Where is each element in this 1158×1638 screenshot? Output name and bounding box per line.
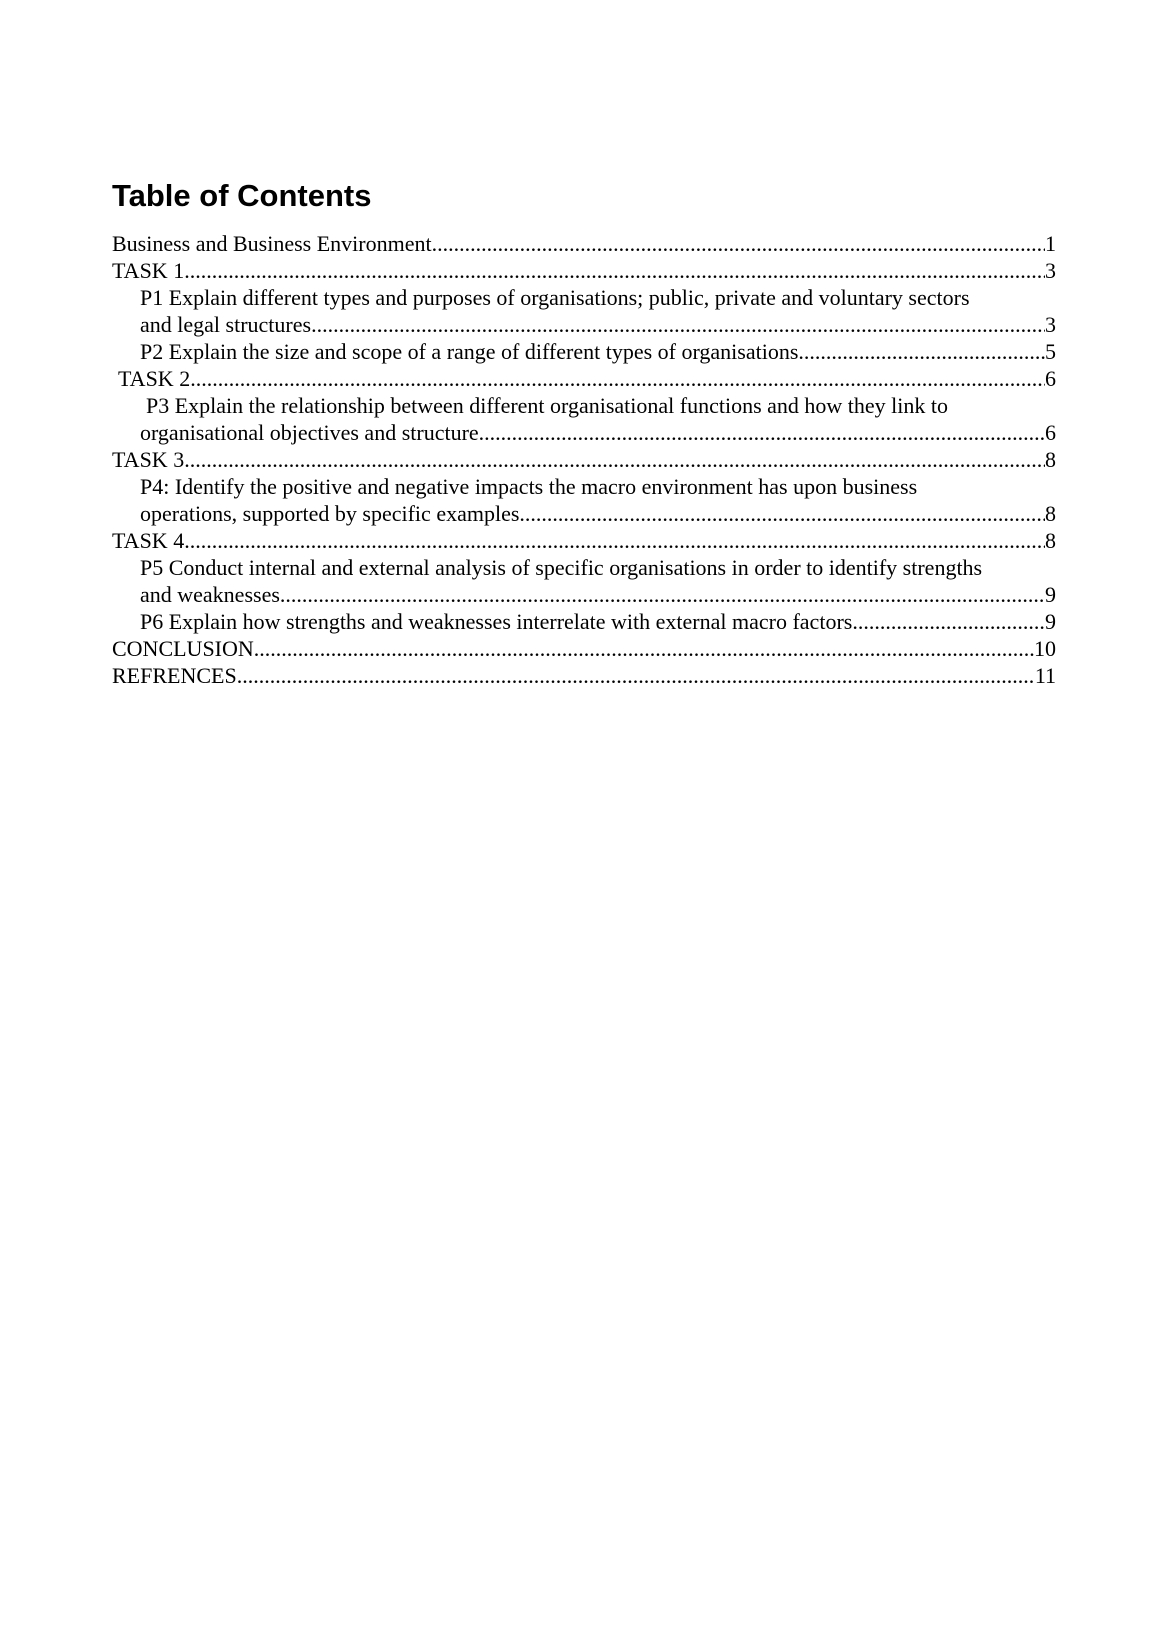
toc-entry-text: REFRENCES	[112, 663, 237, 688]
toc-entry-text-line-1: P3 Explain the relationship between different organisational functions and how they link to	[146, 393, 949, 418]
toc-entry-conclusion[interactable]	[112, 635, 1056, 662]
toc-entry-task-2[interactable]	[112, 365, 1056, 392]
toc-entry-p5[interactable]	[112, 554, 1056, 608]
toc-leader-dots	[311, 311, 1045, 338]
toc-page-number: 5	[1045, 339, 1056, 364]
toc-entry-references[interactable]	[112, 662, 1056, 689]
toc-entry-p3[interactable]	[112, 392, 1056, 446]
toc-page-number: 1	[1045, 231, 1056, 256]
toc-entry-p4[interactable]	[112, 473, 1056, 527]
toc-entry-text: TASK 4	[112, 528, 185, 553]
toc-entry-text-line-1: P1 Explain different types and purposes of organisations; public, private and voluntary sectors	[140, 285, 970, 310]
toc-entry-text: P2 Explain the size and scope of a range of different types of organisations	[140, 339, 799, 364]
toc-page-number: 9	[1045, 609, 1056, 634]
toc-leader-dots	[479, 419, 1045, 446]
toc-leader-dots	[184, 446, 1045, 473]
toc-entry-text: operations, supported by specific examples	[140, 501, 520, 526]
toc-leader-dots	[184, 257, 1045, 284]
toc-leader-dots	[190, 365, 1045, 392]
toc-list	[112, 230, 1056, 689]
toc-page-number: 6	[1045, 420, 1056, 445]
toc-page-number: 6	[1045, 366, 1056, 391]
toc-entry-text: Business and Business Environment	[112, 231, 432, 256]
toc-entry-text: TASK 2	[118, 366, 191, 391]
toc-entry-task-1[interactable]	[112, 257, 1056, 284]
toc-leader-dots	[237, 662, 1035, 689]
toc-leader-dots	[798, 338, 1045, 365]
toc-leader-dots	[184, 527, 1045, 554]
toc-entry-text: and legal structures	[140, 312, 312, 337]
document-page	[112, 176, 1056, 689]
toc-page-number: 3	[1045, 258, 1056, 283]
toc-page-number: 10	[1034, 636, 1056, 661]
toc-page-number: 8	[1045, 447, 1056, 472]
toc-entry-text-line-1: P4: Identify the positive and negative impacts the macro environment has upon business	[140, 474, 918, 499]
toc-page-number: 3	[1045, 312, 1056, 337]
toc-entry-task-4[interactable]	[112, 527, 1056, 554]
toc-page-number: 8	[1045, 528, 1056, 553]
toc-entry-text: organisational objectives and structure	[140, 420, 479, 445]
toc-leader-dots	[852, 608, 1045, 635]
toc-title: Table of Contents	[112, 178, 372, 213]
toc-leader-dots	[254, 635, 1034, 662]
toc-entry-p2[interactable]	[112, 338, 1056, 365]
toc-entry-business-environment[interactable]	[112, 230, 1056, 257]
toc-entry-task-3[interactable]	[112, 446, 1056, 473]
toc-leader-dots	[280, 581, 1045, 608]
toc-entry-text-line-1: P5 Conduct internal and external analysis of specific organisations in order to identify strengths	[140, 555, 983, 580]
toc-entry-text: TASK 1	[112, 258, 185, 283]
toc-entry-p1[interactable]	[112, 284, 1056, 338]
toc-entry-text: P6 Explain how strengths and weaknesses interrelate with external macro factors	[140, 609, 853, 634]
toc-entry-text: and weaknesses	[140, 582, 280, 607]
toc-leader-dots	[432, 230, 1045, 257]
toc-entry-text: CONCLUSION	[112, 636, 254, 661]
toc-page-number: 8	[1045, 501, 1056, 526]
toc-entry-p6[interactable]	[112, 608, 1056, 635]
toc-page-number: 9	[1045, 582, 1056, 607]
toc-page-number: 11	[1034, 663, 1056, 688]
toc-leader-dots	[519, 500, 1045, 527]
toc-entry-text: TASK 3	[112, 447, 185, 472]
